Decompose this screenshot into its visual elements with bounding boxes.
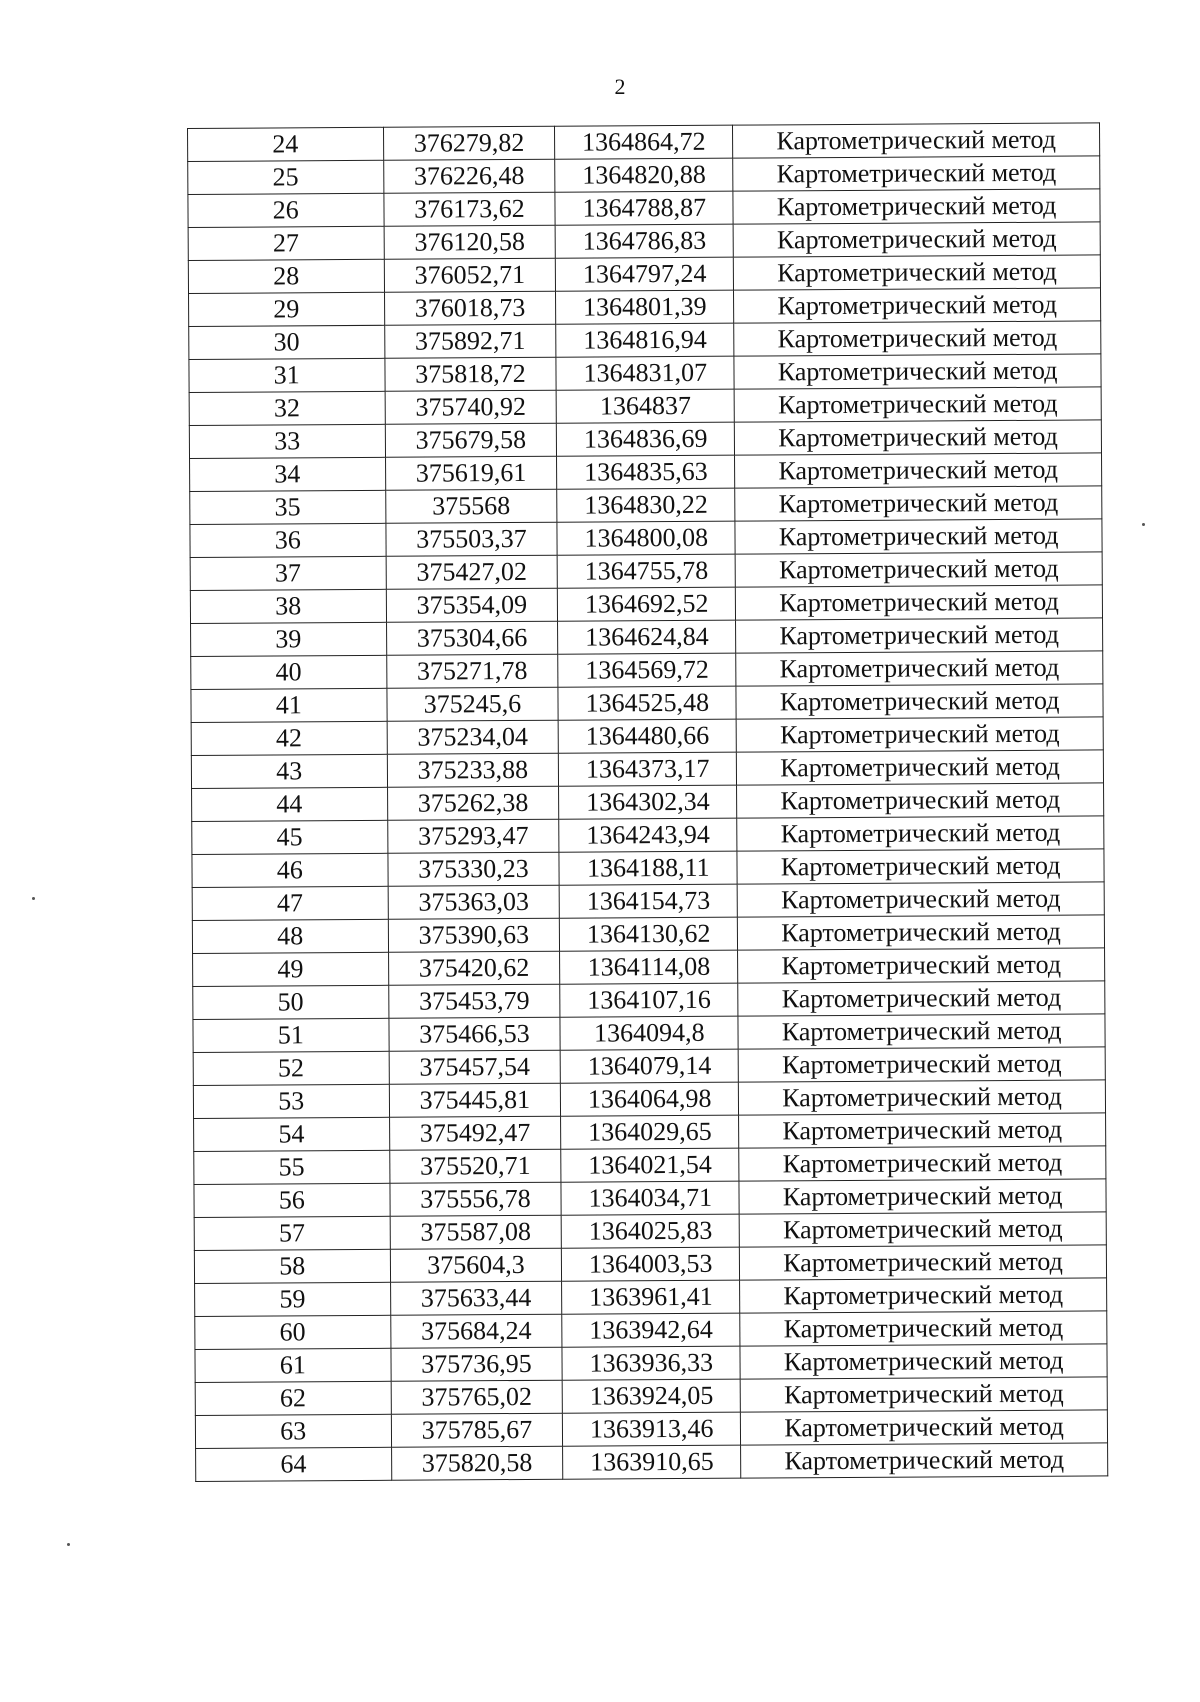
point-number-cell: 30 <box>189 325 385 359</box>
point-number-cell: 40 <box>191 655 387 689</box>
table-row <box>191 684 1103 723</box>
x-coordinate-cell: 375818,72 <box>384 357 556 391</box>
y-coordinate-cell: 1363924,05 <box>563 1379 741 1413</box>
y-coordinate-cell: 1364025,83 <box>562 1214 740 1248</box>
y-coordinate-cell: 1364107,16 <box>560 983 738 1017</box>
table-row <box>195 1311 1107 1350</box>
point-number-cell: 44 <box>192 787 388 821</box>
point-number-cell: 58 <box>194 1249 390 1283</box>
x-coordinate-cell: 375271,78 <box>386 654 558 688</box>
point-number-cell: 64 <box>196 1447 392 1481</box>
method-cell: Картометрический метод <box>740 1311 1107 1346</box>
table-row <box>194 1212 1106 1251</box>
point-number-cell: 33 <box>189 424 385 458</box>
page-number: 2 <box>614 74 626 99</box>
table-row <box>191 717 1103 756</box>
y-coordinate-cell: 1364624,84 <box>558 620 736 654</box>
x-coordinate-cell: 375520,71 <box>389 1149 561 1183</box>
x-coordinate-cell: 375262,38 <box>387 786 559 820</box>
method-cell: Картометрический метод <box>739 1113 1106 1148</box>
point-number-cell: 29 <box>189 292 385 326</box>
x-coordinate-cell: 375568 <box>385 489 557 523</box>
point-number-cell: 24 <box>188 127 384 161</box>
table-row <box>193 1014 1105 1053</box>
point-number-cell: 56 <box>194 1183 390 1217</box>
y-coordinate-cell: 1364797,24 <box>556 257 734 291</box>
x-coordinate-cell: 375785,67 <box>391 1413 563 1447</box>
method-cell: Картометрический метод <box>737 816 1104 851</box>
y-coordinate-cell: 1364034,71 <box>561 1181 739 1215</box>
method-cell: Картометрический метод <box>736 684 1103 719</box>
table-row <box>191 651 1103 690</box>
point-number-cell: 51 <box>193 1018 389 1052</box>
table-row <box>190 552 1102 591</box>
y-coordinate-cell: 1364816,94 <box>556 323 734 357</box>
method-cell: Картометрический метод <box>741 1443 1108 1478</box>
method-cell: Картометрический метод <box>739 1179 1106 1214</box>
point-number-cell: 55 <box>194 1150 390 1184</box>
table-row <box>188 189 1100 228</box>
table-row <box>193 981 1105 1020</box>
point-number-cell: 46 <box>192 853 388 887</box>
method-cell: Картометрический метод <box>740 1278 1107 1313</box>
x-coordinate-cell: 375453,79 <box>388 984 560 1018</box>
method-cell: Картометрический метод <box>735 519 1102 554</box>
method-cell: Картометрический метод <box>737 783 1104 818</box>
y-coordinate-cell: 1364243,94 <box>559 818 737 852</box>
x-coordinate-cell: 375466,53 <box>388 1017 560 1051</box>
point-number-cell: 38 <box>190 589 386 623</box>
table-row <box>190 453 1102 492</box>
x-coordinate-cell: 375330,23 <box>387 852 559 886</box>
point-number-cell: 59 <box>195 1282 391 1316</box>
x-coordinate-cell: 376018,73 <box>384 291 556 325</box>
x-coordinate-cell: 375233,88 <box>387 753 559 787</box>
scan-speck <box>67 1543 70 1546</box>
x-coordinate-cell: 376173,62 <box>383 192 555 226</box>
method-cell: Картометрический метод <box>735 552 1102 587</box>
point-number-cell: 60 <box>195 1315 391 1349</box>
scan-speck <box>1142 523 1145 526</box>
method-cell: Картометрический метод <box>738 915 1105 950</box>
point-number-cell: 27 <box>188 226 384 260</box>
table-row <box>192 882 1104 921</box>
method-cell: Картометрический метод <box>738 1014 1105 1049</box>
y-coordinate-cell: 1364021,54 <box>561 1148 739 1182</box>
table-row <box>194 1179 1106 1218</box>
x-coordinate-cell: 375457,54 <box>389 1050 561 1084</box>
x-coordinate-cell: 375604,3 <box>390 1248 562 1282</box>
y-coordinate-cell: 1364302,34 <box>559 785 737 819</box>
method-cell: Картометрический метод <box>741 1410 1108 1445</box>
y-coordinate-cell: 1364064,98 <box>561 1082 739 1116</box>
y-coordinate-cell: 1364836,69 <box>557 422 735 456</box>
x-coordinate-cell: 375293,47 <box>387 819 559 853</box>
table-row <box>193 1047 1105 1086</box>
x-coordinate-cell: 375587,08 <box>390 1215 562 1249</box>
method-cell: Картометрический метод <box>733 189 1100 224</box>
y-coordinate-cell: 1364835,63 <box>557 455 735 489</box>
y-coordinate-cell: 1364003,53 <box>562 1247 740 1281</box>
table-row <box>194 1245 1106 1284</box>
table-row <box>196 1443 1108 1482</box>
table-row <box>189 321 1101 360</box>
method-cell: Картометрический метод <box>736 618 1103 653</box>
table-row <box>188 222 1100 261</box>
y-coordinate-cell: 1364569,72 <box>558 653 736 687</box>
x-coordinate-cell: 375679,58 <box>385 423 557 457</box>
table-row <box>195 1344 1107 1383</box>
point-number-cell: 62 <box>195 1381 391 1415</box>
method-cell: Картометрический метод <box>740 1245 1107 1280</box>
y-coordinate-cell: 1363913,46 <box>563 1412 741 1446</box>
table-row <box>192 816 1104 855</box>
point-number-cell: 35 <box>190 490 386 524</box>
point-number-cell: 34 <box>190 457 386 491</box>
point-number-cell: 50 <box>193 985 389 1019</box>
y-coordinate-cell: 1363936,33 <box>562 1346 740 1380</box>
method-cell: Картометрический метод <box>736 717 1103 752</box>
point-number-cell: 49 <box>193 952 389 986</box>
method-cell: Картометрический метод <box>735 453 1102 488</box>
method-cell: Картометрический метод <box>738 1047 1105 1082</box>
table-row <box>189 420 1101 459</box>
x-coordinate-cell: 375619,61 <box>385 456 557 490</box>
x-coordinate-cell: 375820,58 <box>391 1446 563 1480</box>
y-coordinate-cell: 1364801,39 <box>556 290 734 324</box>
x-coordinate-cell: 375633,44 <box>390 1281 562 1315</box>
y-coordinate-cell: 1364864,72 <box>555 125 733 159</box>
y-coordinate-cell: 1364830,22 <box>557 488 735 522</box>
method-cell: Картометрический метод <box>734 255 1101 290</box>
table-row <box>192 849 1104 888</box>
x-coordinate-cell: 375684,24 <box>390 1314 562 1348</box>
table-row <box>189 387 1101 426</box>
method-cell: Картометрический метод <box>738 981 1105 1016</box>
y-coordinate-cell: 1364755,78 <box>557 554 735 588</box>
point-number-cell: 32 <box>189 391 385 425</box>
method-cell: Картометрический метод <box>734 321 1101 356</box>
method-cell: Картометрический метод <box>739 1212 1106 1247</box>
point-number-cell: 57 <box>194 1216 390 1250</box>
x-coordinate-cell: 376279,82 <box>383 126 555 160</box>
x-coordinate-cell: 375556,78 <box>389 1182 561 1216</box>
y-coordinate-cell: 1364154,73 <box>559 884 737 918</box>
method-cell: Картометрический метод <box>738 948 1105 983</box>
x-coordinate-cell: 376120,58 <box>384 225 556 259</box>
point-number-cell: 48 <box>192 919 388 953</box>
table-row <box>190 486 1102 525</box>
method-cell: Картометрический метод <box>734 354 1101 389</box>
y-coordinate-cell: 1364094,8 <box>560 1016 738 1050</box>
y-coordinate-cell: 1363942,64 <box>562 1313 740 1347</box>
y-coordinate-cell: 1364188,11 <box>559 851 737 885</box>
method-cell: Картометрический метод <box>736 651 1103 686</box>
point-number-cell: 52 <box>193 1051 389 1085</box>
method-cell: Картометрический метод <box>740 1377 1107 1412</box>
table-row <box>190 519 1102 558</box>
point-number-cell: 36 <box>190 523 386 557</box>
x-coordinate-cell: 375503,37 <box>385 522 557 556</box>
method-cell: Картометрический метод <box>735 486 1102 521</box>
method-cell: Картометрический метод <box>734 387 1101 422</box>
y-coordinate-cell: 1364480,66 <box>558 719 736 753</box>
table-row <box>193 1080 1105 1119</box>
table-row <box>195 1377 1107 1416</box>
table-row <box>189 288 1101 327</box>
x-coordinate-cell: 375304,66 <box>386 621 558 655</box>
method-cell: Картометрический метод <box>733 156 1100 191</box>
table-row <box>192 783 1104 822</box>
x-coordinate-cell: 376226,48 <box>383 159 555 193</box>
point-number-cell: 63 <box>195 1414 391 1448</box>
method-cell: Картометрический метод <box>733 123 1100 158</box>
method-cell: Картометрический метод <box>739 1080 1106 1115</box>
x-coordinate-cell: 375445,81 <box>389 1083 561 1117</box>
x-coordinate-cell: 375740,92 <box>385 390 557 424</box>
y-coordinate-cell: 1364373,17 <box>559 752 737 786</box>
table-row <box>193 948 1105 987</box>
method-cell: Картометрический метод <box>740 1344 1107 1379</box>
point-number-cell: 42 <box>191 721 387 755</box>
table-row <box>194 1113 1106 1152</box>
coordinates-table-body <box>188 123 1108 1482</box>
x-coordinate-cell: 375492,47 <box>389 1116 561 1150</box>
x-coordinate-cell: 375420,62 <box>388 951 560 985</box>
table-row <box>189 354 1101 393</box>
table-row <box>194 1146 1106 1185</box>
y-coordinate-cell: 1364525,48 <box>558 686 736 720</box>
method-cell: Картометрический метод <box>737 882 1104 917</box>
table-row <box>188 123 1100 162</box>
method-cell: Картометрический метод <box>733 222 1100 257</box>
point-number-cell: 47 <box>192 886 388 920</box>
point-number-cell: 41 <box>191 688 387 722</box>
method-cell: Картометрический метод <box>736 585 1103 620</box>
point-number-cell: 37 <box>190 556 386 590</box>
y-coordinate-cell: 1364788,87 <box>555 191 733 225</box>
x-coordinate-cell: 375363,03 <box>388 885 560 919</box>
point-number-cell: 53 <box>193 1084 389 1118</box>
x-coordinate-cell: 375736,95 <box>390 1347 562 1381</box>
y-coordinate-cell: 1363961,41 <box>562 1280 740 1314</box>
y-coordinate-cell: 1364800,08 <box>557 521 735 555</box>
table-row <box>188 255 1100 294</box>
x-coordinate-cell: 376052,71 <box>384 258 556 292</box>
y-coordinate-cell: 1364837 <box>556 389 734 423</box>
method-cell: Картометрический метод <box>737 849 1104 884</box>
y-coordinate-cell: 1364114,08 <box>560 950 738 984</box>
y-coordinate-cell: 1364130,62 <box>560 917 738 951</box>
coordinates-table <box>187 122 1108 1482</box>
x-coordinate-cell: 375234,04 <box>387 720 559 754</box>
point-number-cell: 45 <box>192 820 388 854</box>
method-cell: Картометрический метод <box>735 420 1102 455</box>
table-row <box>191 618 1103 657</box>
y-coordinate-cell: 1364820,88 <box>555 158 733 192</box>
table-row <box>188 156 1100 195</box>
table-row <box>192 915 1104 954</box>
y-coordinate-cell: 1364831,07 <box>556 356 734 390</box>
x-coordinate-cell: 375765,02 <box>391 1380 563 1414</box>
y-coordinate-cell: 1364692,52 <box>558 587 736 621</box>
y-coordinate-cell: 1363910,65 <box>563 1445 741 1479</box>
x-coordinate-cell: 375892,71 <box>384 324 556 358</box>
table-row <box>195 1410 1107 1449</box>
method-cell: Картометрический метод <box>739 1146 1106 1181</box>
x-coordinate-cell: 375390,63 <box>388 918 560 952</box>
point-number-cell: 28 <box>188 259 384 293</box>
point-number-cell: 26 <box>188 193 384 227</box>
point-number-cell: 39 <box>191 622 387 656</box>
table-row <box>190 585 1102 624</box>
point-number-cell: 43 <box>191 754 387 788</box>
method-cell: Картометрический метод <box>734 288 1101 323</box>
table-row <box>191 750 1103 789</box>
scan-speck <box>32 897 35 900</box>
y-coordinate-cell: 1364786,83 <box>555 224 733 258</box>
y-coordinate-cell: 1364079,14 <box>560 1049 738 1083</box>
point-number-cell: 54 <box>194 1117 390 1151</box>
point-number-cell: 31 <box>189 358 385 392</box>
table-row <box>195 1278 1107 1317</box>
x-coordinate-cell: 375245,6 <box>386 687 558 721</box>
method-cell: Картометрический метод <box>737 750 1104 785</box>
y-coordinate-cell: 1364029,65 <box>561 1115 739 1149</box>
point-number-cell: 61 <box>195 1348 391 1382</box>
point-number-cell: 25 <box>188 160 384 194</box>
x-coordinate-cell: 375354,09 <box>386 588 558 622</box>
x-coordinate-cell: 375427,02 <box>386 555 558 589</box>
